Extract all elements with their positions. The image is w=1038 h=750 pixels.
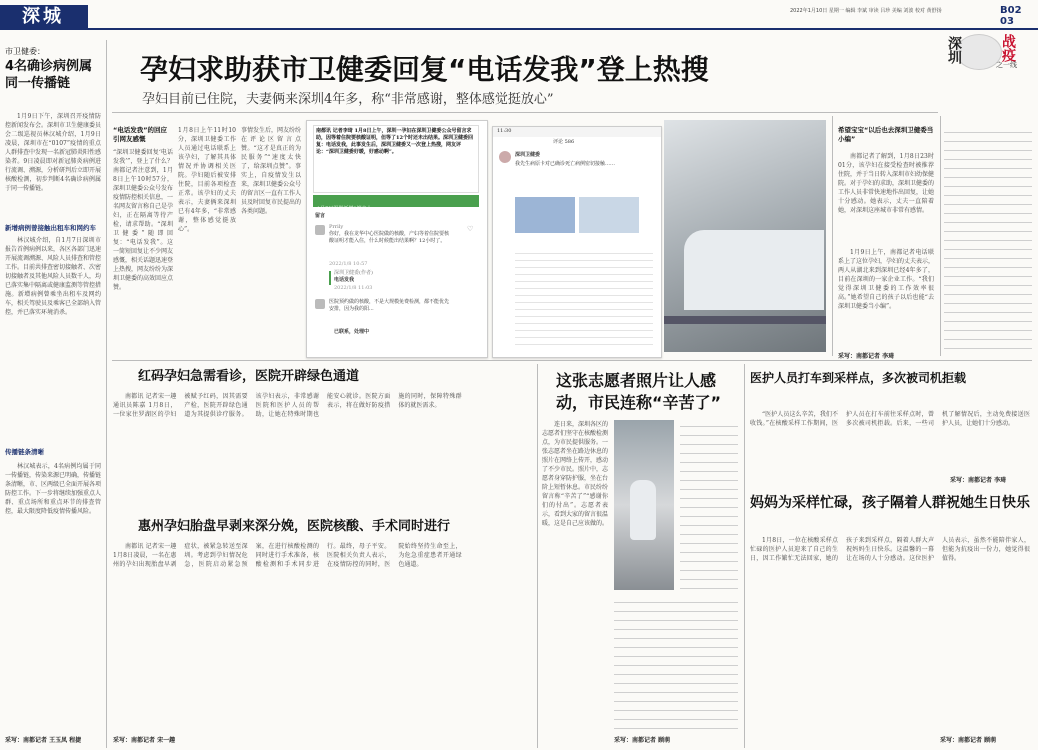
story6-headline: 妈妈为采样忙碌，孩子隔着人群祝她生日快乐 [750,495,1030,511]
story5-byline: 采写：南都记者 李琦 [950,477,1007,484]
story5-body: “医护人员这么辛苦，我们不收钱。”在核酸采样工作期间，医护人员在打车前往采样点时，曾多次被司机拒载。后来，一些司机了解情况后，主动免费接送医护人员，让她们十分感动。 [750,411,1030,427]
story4-byline: 采写：南都记者 顾萌 [614,737,671,744]
left-subhead-1: 新增病例曾接触出租车和网约车 [5,224,96,232]
left-kicker: 市卫健委： [5,47,45,56]
main-right-divider [832,116,833,356]
post-avatar [499,151,511,163]
comment-time: 2022/1/8 10:57 [329,261,368,267]
right-byline: 采写：南都记者 李琦 [838,353,895,360]
status-bar [493,127,661,137]
story4-body-cont [614,596,738,730]
post-user: 深圳卫健委 [515,152,541,158]
reply-text: 电话发我 [334,277,355,283]
main-headline: 孕妇求助获市卫健委回复“电话发我”登上热搜 [140,53,709,86]
bed-rail [664,316,826,324]
date-bar: 2022年1月10日 星期一 编辑 李斌 审读 吕珍 美编 刘波 校对 黄舒扬 [790,8,942,14]
headline-rule [112,112,938,113]
story4-body: 连日来，深圳各区的志愿者们坚守在核酸检测点，为市民提供服务。一张志愿者坐在路边休息的照片在网络上传开，感动了不少市民。照片中，志愿者身穿防护服，坐在台阶上短暂休息。市民纷纷留言称“辛苦了”“感谢你们的付出”。志愿者表示，看到大家的留言很温暖，这是自己应该做的。 [542,421,608,527]
like-icon[interactable]: ♡ [467,225,474,233]
comment-user: Prrily [329,224,344,230]
story2-headline: 红码孕妇急需看诊，医院开辟绿色通道 [138,369,360,384]
left-body-1: 1月9日下午，深圳召开疫情防控新闻发布会。深圳市卫生健康委员会二级巡视员林汉城介绍，1月9日凌晨，深圳市在“0107”疫情的重点人群排查中发现一名新冠肺炎阳性感染者。9日凌晨即对新冠肺炎病例进行流调、溯源，分析研判后立即开展核酸检测，初步判断4名确诊病例属于同一传播链。 [5,113,101,192]
story6-body: 1月8日，一位在核酸采样点忙碌的医护人员迎来了自己的生日，因工作繁忙无法回家，她的孩子来到采样点，隔着人群大声祝妈妈生日快乐。这温馨的一幕让在场的人十分感动。这位医护人员表示，虽然不能陪伴家人，但能为抗疫出一份力，她觉得很值得。 [750,537,1030,562]
right-body-1: 南都记者了解到，1月8日23时01分，该孕妇在接受检查时被推荐住院，并于当日转入深圳市妇幼保健院。对于孕妇的求助，深圳卫健委的工作人员非常快速地作出回复，让她十分感动。她表示，丈夫一直陪着她，对深圳这座城市非常有感情。 [838,153,934,214]
reply2-text: 已联系，处理中 [334,329,370,335]
bed-sheet [684,230,824,310]
forum-screenshot [492,126,662,358]
section-title: 深城 [22,6,64,27]
left-body-2: 林汉城介绍，自1月7日深圳市报告首例病例以来，各区各部门迅速开展流调溯源、风险人员排查和管控工作。目前共排查密切接触者、次密切接触者及其他风险人员数千人，均已落实集中隔离或健康监测等管控措施。新增病例曾乘坐出租车及网约车，相关驾驶员及乘客已全部纳入管控，并已落实环境消杀。 [5,237,101,316]
main-body-1: “深圳卫健委回复‘电话发我’”，登上了什么？南都记者注意到，1月8日上午10时57分，深圳卫健委公众号发布疫情防控相关信息，一名网友留言称自己是孕妇，正在隔离等待产检，请求帮助。“深圳卫健委”随即回复：“电话发我”。这一简短回复让不少网友感慨，相关话题迅速登上热搜，网友纷纷为深圳卫健委的高效回应点赞。 [113,149,173,291]
post-count: 评论 586 [553,139,575,145]
masthead-rule [0,28,1038,30]
wechat-quote-box [313,125,479,193]
page-number: B02 03 [1000,5,1022,27]
thread-lines [515,247,653,347]
story5-headline: 医护人员打车到采样点，多次被司机拒载 [750,371,967,385]
story6-byline: 采写：南都记者 顾萌 [940,737,997,744]
left-subhead-2: 传播链条清晰 [5,448,44,456]
article-title: 1月7日深圳新增2例本土... [317,206,377,212]
logo-line1: 深圳 [946,36,962,64]
volunteer-photo [614,420,674,590]
story2-body: 南都讯 记者宋一趣 通讯员陈嘉 1月8日，一位家住罗湖区的孕妇被赋予红码，因其需要产检，医院开辟绿色通道为其提供诊疗服务。该孕妇表示，非常感谢医院和医护人员的帮助，让她在特殊时期也能安心就诊。医院方面表示，将在做好防疫措施的同时，保障特殊群体的就医需求。 [113,393,462,418]
comment-text: 你好，我在龙华中心医院做的核酸，产妇等着住院要核酸证明才能入住，什么时候能出结果啊？12小时了。 [329,231,450,244]
story3-headline: 惠州孕妇胎盘早剥来深分娩，医院核酸、手术同时进行 [138,519,451,534]
comment2-text: 医院预约做的核酸，不是大规模免费检测，都不能优先安排，因为我的阳... [329,299,450,312]
far-right-text [944,126,1032,354]
reply-time: 2022/1/8 11:03 [334,285,373,291]
story4-col3 [680,420,738,590]
main-subhead: 孕妇目前已住院，夫妻俩来深圳4年多，称“非常感谢，整体感觉挺放心” [142,92,554,107]
status-time: 11:30 [497,128,512,134]
story3-body: 南都讯 记者宋一趣 1月8日凌晨，一名在惠州的孕妇出现胎盘早剥症状，被紧急转送至深圳。考虑到孕妇情况危急，医院启动紧急预案，在进行核酸检测的同时进行手术准备，核酸检测和手术同步进行。最终，母子平安。医院相关负责人表示，在疫情防控的同时，医院始终坚持生命至上，为危急重症患者开通绿色通道。 [113,543,462,568]
story4-headline: 这张志愿者照片让人感动，市民连称“辛苦了” [556,371,722,412]
logo-line2: 战疫 [1000,34,1016,62]
story3-byline: 采写：南都记者 宋一趣 [113,737,176,744]
volunteer-figure [630,480,656,540]
far-right-divider [940,116,941,356]
left-byline: 采写：南都记者 王玉凤 程捷 [5,737,82,744]
comment-avatar [315,225,325,235]
wechat-screenshot [306,120,488,358]
main-subhead-1: “电话发我”的回应引网友感慨 [113,126,168,143]
right-subhead: 希望宝宝“以后也去深圳卫健委当小编” [838,126,934,143]
mid-rule [112,360,1032,361]
comment-label: 留言 [315,213,326,219]
left-body-3: 林汉城表示，4名病例均属于同一传播链，传染来源已明确，传播链条清晰，市、区两级已全面开展各项防控工作。下一步将继续加强重点人群、重点场所和重点环节的排查管控，最大限度降低疫情传播风险。 [5,463,101,515]
wechat-quote-text: 南都讯 记者李琦 1月8日上午，深圳一孕妇在深圳卫健委公众号留言求助，因等着住院要核酸证明，但等了12个时还未出结果。深圳卫健委回复：电话发我，此事发生后，深圳卫健委又一次登上热搜，网友评论：“深圳卫健委好暖，好感动啊”。 [316,128,473,155]
left-headline: 4名确诊病例属同一传播链 [5,59,93,91]
logo-tagline: 之一线 [996,61,1017,69]
post-image [515,197,575,233]
reply-bar [329,271,331,285]
comment2-avatar [315,299,325,309]
main-body-2: 1月8日上午11时10分，深圳卫健委工作人员通过电话联系上该孕妇，了解其具体情况并协调相关医院。孕妇随后被安排住院，目前各项检查正常。该孕妇的丈夫表示，夫妻俩来深圳已有4年多，“非常感谢，整体感觉挺放心”。 [178,127,236,233]
reply-author: 深圳卫健委(作者) [334,270,373,276]
left-column-divider [106,40,107,748]
post-text: 我先生病原卡对已确诊死亡病例密切接触…… [515,161,616,167]
article-card[interactable] [313,195,479,212]
right-body-2: 1月9日上午，南都记者电话联系上了这位孕妇，孕妇的丈夫表示，两人从湖北来到深圳已经4年多了，目前在深圳的一家企业工作。“我们觉得深圳卫健委的工作效率很高。”她希望自己的孩子以后也能“去深圳卫健委当小编”。 [838,249,934,310]
story-divider-2 [744,364,745,748]
post-image-2 [579,197,639,233]
main-body-3: 事情发生后，网友纷纷在评论区留言点赞。“这才是真正的为民服务”“速度太快了，给深圳点赞”。事实上，自疫情发生以来，深圳卫健委公众号的留言区一直有工作人员及时回复市民提出的各类问题。 [241,127,301,215]
story-divider-1 [537,364,538,748]
hospital-bed-photo [664,120,826,352]
